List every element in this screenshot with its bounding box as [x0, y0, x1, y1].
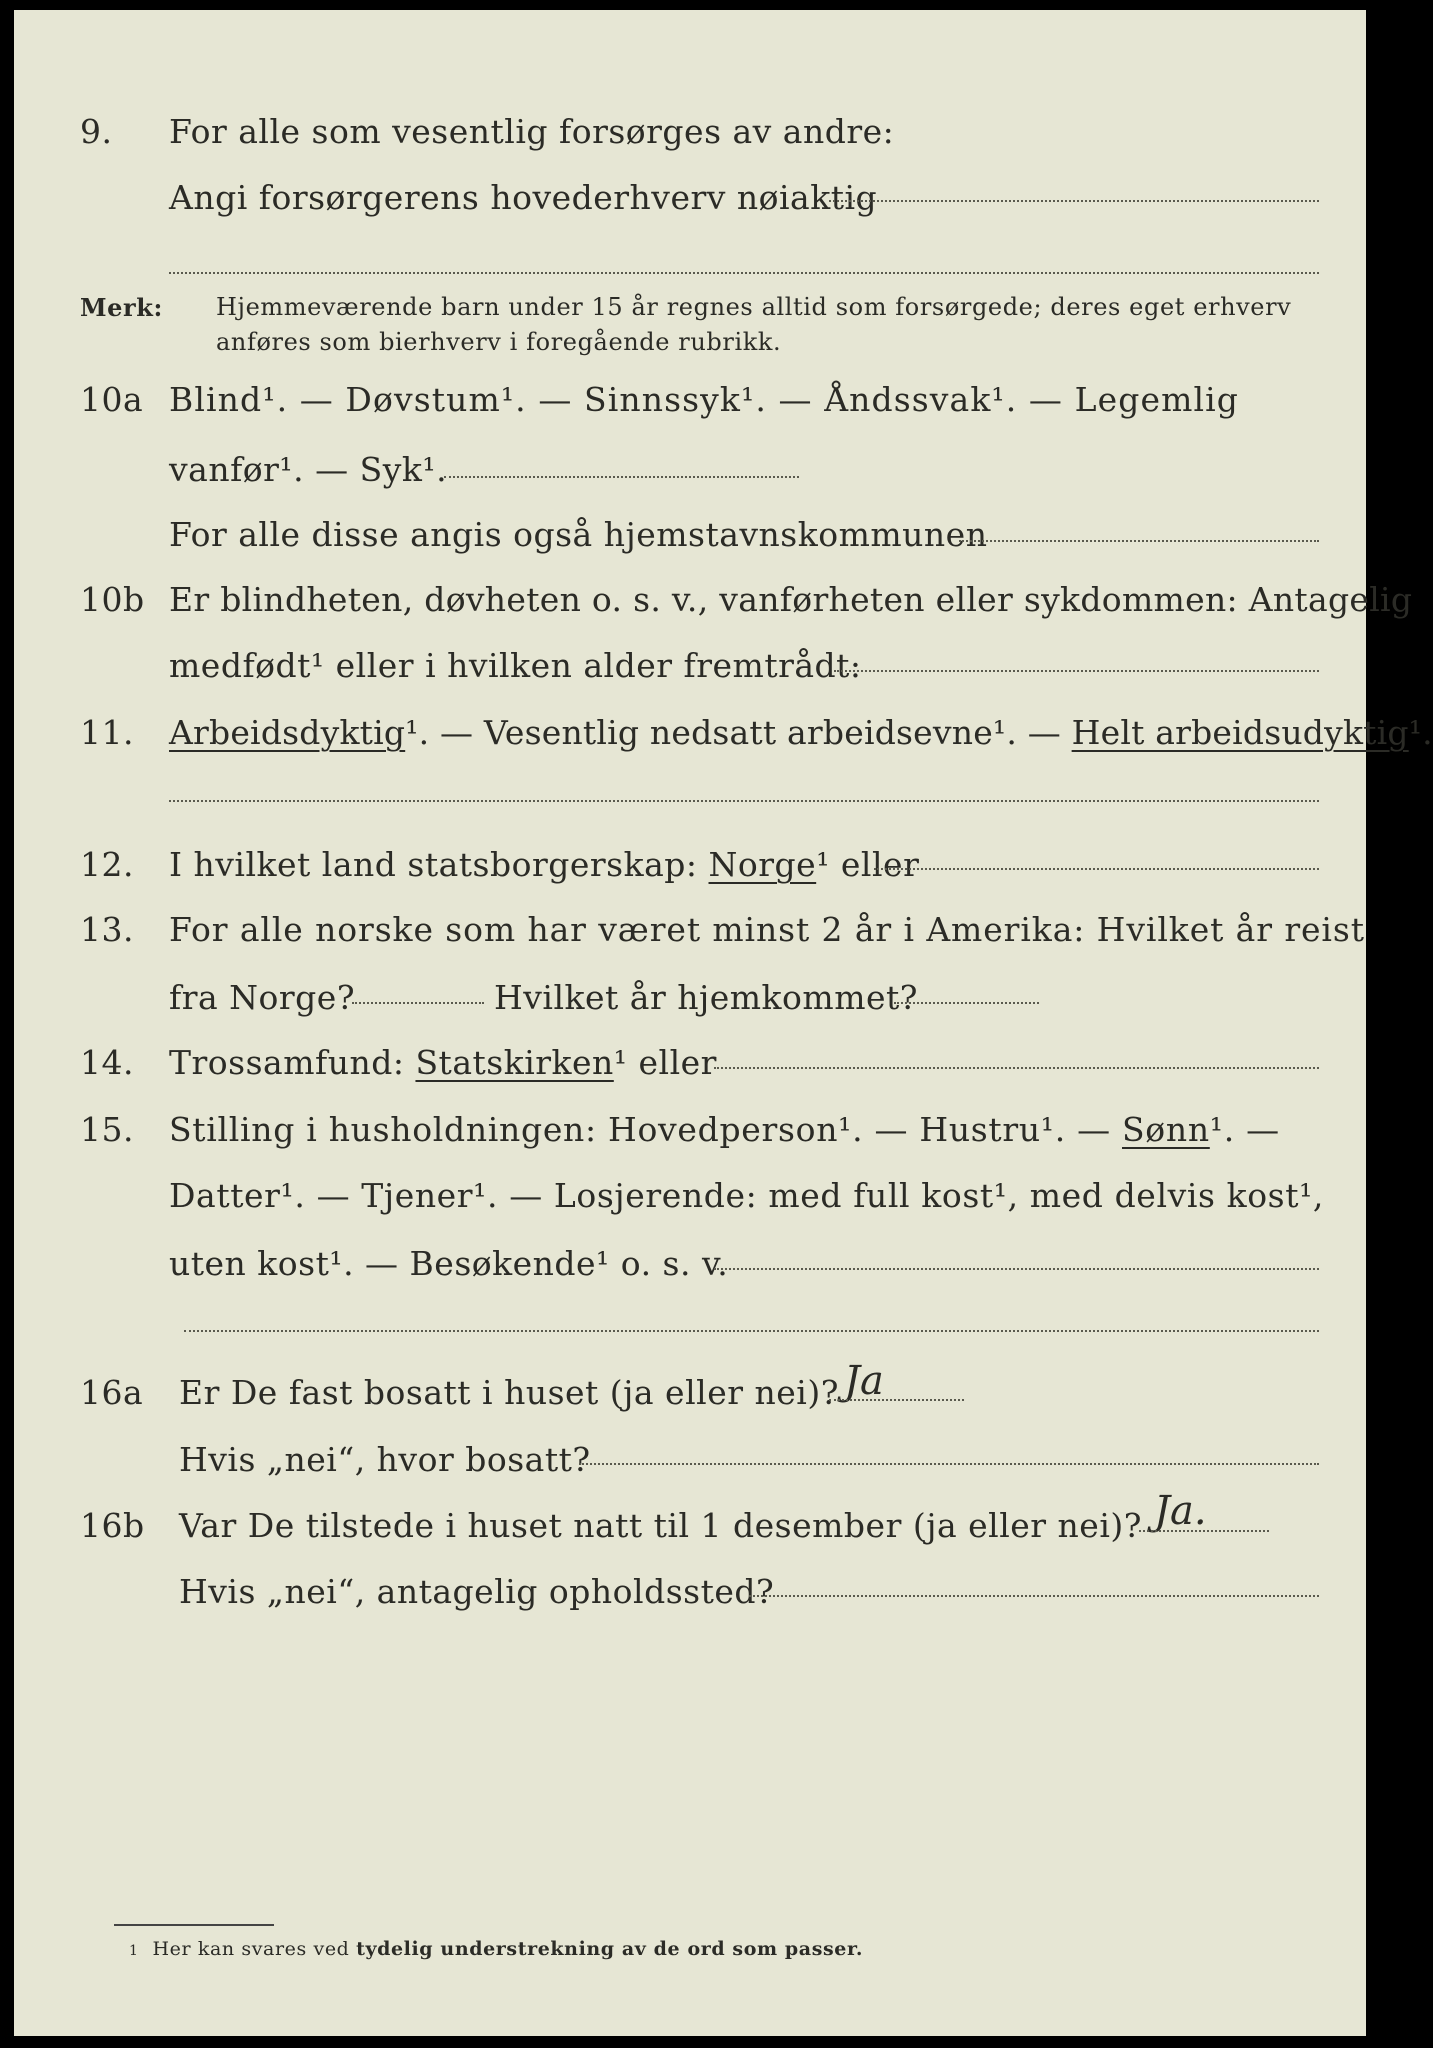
q15-answer-line-2: [184, 1330, 1319, 1332]
q9-text-2: Angi forsørgerens hovederhverv nøiaktig: [169, 178, 878, 217]
q10b-answer-line: [834, 670, 1319, 672]
q16a-text-2: Hvis „nei“, hvor bosatt?: [179, 1440, 591, 1479]
q9-answer-line: [829, 200, 1319, 202]
footnote: [129, 1938, 863, 1960]
q16a-answer-line: [829, 1399, 964, 1401]
q10a-answer-line: [444, 476, 799, 478]
merk-text-2: anføres som bierhverv i foregående rubrikk.: [216, 328, 782, 356]
q11-underlined-arbeidsdyktig: Arbeidsdyktig: [169, 713, 406, 752]
q13-return-line: [894, 1002, 1039, 1004]
q12-text-a: I hvilket land statsborgerskap:: [169, 845, 709, 884]
q16b-text-1: Var De tilstede i huset natt til 1 desember (ja eller nei)?: [179, 1506, 1142, 1545]
q16a-residence-line: [579, 1463, 1319, 1465]
footnote-text-bold: tydelig understrekning av de ord som passer.: [356, 1938, 864, 1960]
q15-text-3: uten kost¹. — Besøkende¹ o. s. v.: [169, 1244, 729, 1283]
q13-text-2a: fra Norge?: [169, 978, 356, 1017]
q10b-number: 10b: [80, 580, 145, 619]
q11-answer-line: [169, 800, 1319, 802]
q14-text-c: ¹ eller: [613, 1043, 717, 1082]
q11-text-end: ¹.: [1408, 713, 1433, 752]
q10a-number: 10a: [80, 380, 144, 419]
q14-answer-line: [714, 1067, 1319, 1069]
q16a-number: 16a: [80, 1373, 144, 1412]
q11-number: 11.: [80, 713, 134, 752]
q13-number: 13.: [80, 910, 134, 949]
q15-text-a: Stilling i husholdningen: Hovedperson¹. — Hustru¹. —: [169, 1110, 1122, 1149]
q12-underlined-norge: Norge: [708, 845, 817, 884]
q13-text-1: For alle norske som har været minst 2 år i Amerika: Hvilket år reist: [169, 910, 1365, 949]
q10a-home-line: [959, 540, 1319, 542]
q10a-text-1: Blind¹. — Døvstum¹. — Sinnssyk¹. — Åndssvak¹. — Legemlig: [169, 380, 1240, 419]
q16b-number: 16b: [80, 1506, 145, 1545]
q14-text: [169, 1043, 717, 1082]
q15-underlined-sonn: Sønn: [1122, 1110, 1210, 1149]
q9-answer-line-2: [169, 272, 1319, 274]
q10a-text-3: For alle disse angis også hjemstavnskommunen: [169, 515, 988, 554]
q9-number: 9.: [80, 112, 113, 151]
q14-underlined-statskirken: Statskirken: [415, 1043, 614, 1082]
merk-label: Merk:: [80, 293, 163, 322]
q16a-text-1: Er De fast bosatt i huset (ja eller nei)?: [179, 1373, 839, 1412]
q13-departure-line: [352, 1002, 484, 1004]
q9-text-1: For alle som vesentlig forsørges av andre:: [169, 112, 895, 151]
q15-number: 15.: [80, 1110, 134, 1149]
q16b-handwritten-answer: Ja.: [1154, 1488, 1207, 1534]
q12-number: 12.: [80, 845, 134, 884]
q15-answer-line: [714, 1268, 1319, 1270]
q16a-handwritten-answer: Ja: [844, 1358, 884, 1404]
merk-text-1: Hjemmeværende barn under 15 år regnes alltid som forsørgede; deres eget erhverv: [216, 293, 1292, 321]
q15-text-1: [169, 1110, 1280, 1149]
q11-text-mid: ¹. — Vesentlig nedsatt arbeidsevne¹. —: [405, 713, 1072, 752]
footnote-rule: [114, 1924, 274, 1926]
q16b-text-2: Hvis „nei“, antagelig opholdssted?: [179, 1572, 775, 1611]
q11-underlined-helt: Helt arbeidsudyktig: [1071, 713, 1409, 752]
footnote-text-a: Her kan svares ved: [152, 1938, 357, 1960]
q16b-answer-line: [1139, 1530, 1269, 1532]
footnote-number: 1: [129, 1943, 139, 1959]
q12-answer-line: [874, 868, 1319, 870]
q14-text-a: Trossamfund:: [169, 1043, 416, 1082]
q14-number: 14.: [80, 1043, 134, 1082]
q11-text: [169, 713, 1433, 752]
q10b-text-1: Er blindheten, døvheten o. s. v., vanførheten eller sykdommen: Antagelig: [169, 580, 1413, 619]
q12-text-c: ¹ eller: [816, 845, 920, 884]
q13-text-2b: Hvilket år hjemkommet?: [494, 978, 918, 1017]
q12-text: [169, 845, 919, 884]
census-form-page: [14, 10, 1433, 2036]
q10a-text-2: vanfør¹. — Syk¹.: [169, 450, 448, 489]
q16b-whereabouts-line: [749, 1595, 1319, 1597]
q10b-text-2: medfødt¹ eller i hvilken alder fremtrådt:: [169, 646, 862, 685]
q15-text-2: Datter¹. — Tjener¹. — Losjerende: med full kost¹, med delvis kost¹,: [169, 1176, 1324, 1215]
q15-text-c: ¹. —: [1209, 1110, 1280, 1149]
